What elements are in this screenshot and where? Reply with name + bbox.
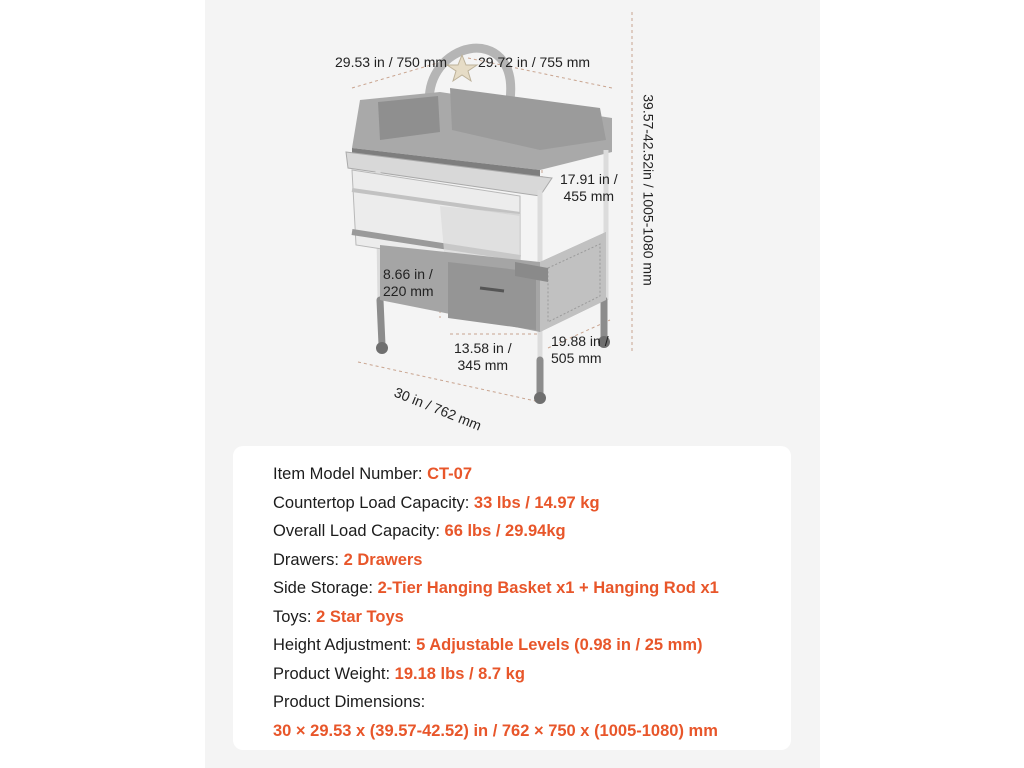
dimension-top-right: 29.72 in / 755 mm	[478, 54, 591, 70]
dimension-tray-depth: 17.91 in / 455 mm	[560, 171, 618, 204]
dimension-drawer-height: 8.66 in / 220 mm	[383, 266, 434, 299]
spec-row-side-storage: Side Storage: 2-Tier Hanging Basket x1 + Hanging Rod x1	[273, 579, 719, 597]
spec-row-weight: Product Weight: 19.18 lbs / 8.7 kg	[273, 664, 525, 683]
dimension-top-left: 29.53 in / 750 mm	[335, 54, 448, 70]
spec-row-drawers: Drawers: 2 Drawers	[273, 550, 423, 569]
dimension-side-depth: 19.88 in / 505 mm	[551, 333, 609, 366]
spec-row-height-adjustment: Height Adjustment: 5 Adjustable Levels (0.98 in / 25 mm)	[273, 636, 703, 654]
spec-row-dimensions-value: 30 × 29.53 x (39.57-42.52) in / 762 × 750 x (1005-1080) mm	[273, 721, 718, 740]
dimension-bottom-width: 30 in / 762 mm	[392, 384, 484, 434]
dimension-drawer-width: 13.58 in / 345 mm	[454, 340, 512, 373]
spec-row-countertop-load: Countertop Load Capacity: 33 lbs / 14.97 kg	[273, 493, 600, 512]
dimension-height: 39.57-42.52in / 1005-1080 mm	[640, 94, 657, 286]
spec-list	[273, 460, 719, 745]
spec-card	[233, 446, 791, 750]
spec-row-model: Item Model Number: CT-07	[273, 465, 472, 483]
spec-row-toys: Toys: 2 Star Toys	[273, 607, 404, 626]
spec-row-dimensions-label: Product Dimensions:	[273, 693, 426, 711]
spec-row-overall-load: Overall Load Capacity: 66 lbs / 29.94kg	[273, 522, 566, 540]
